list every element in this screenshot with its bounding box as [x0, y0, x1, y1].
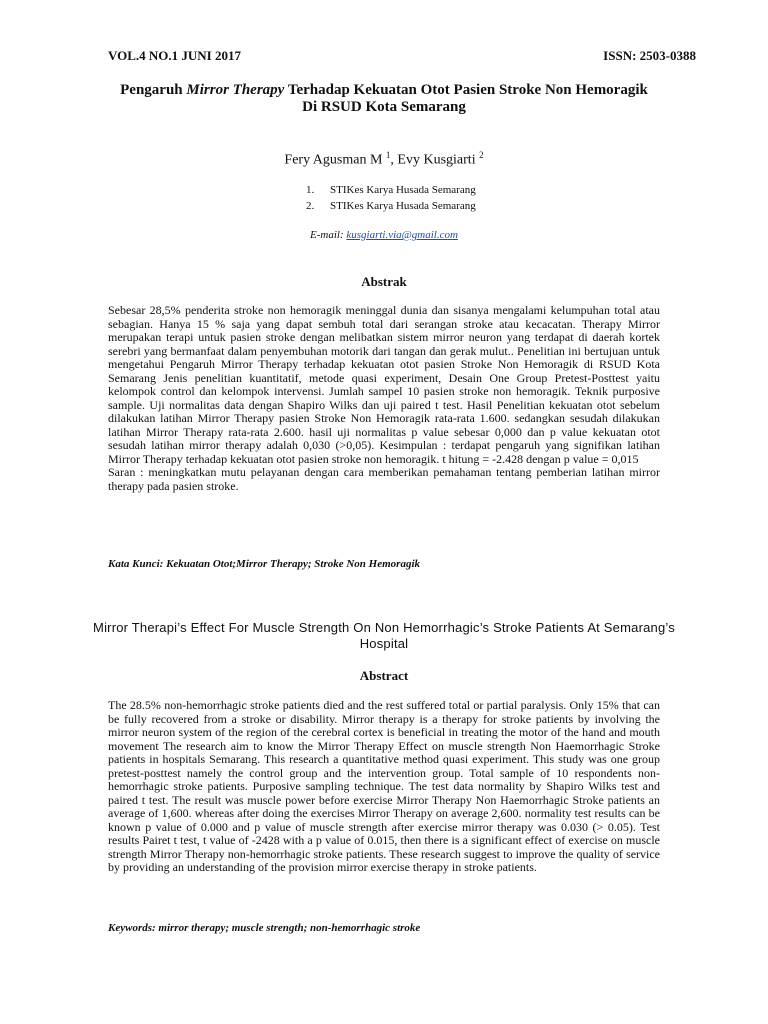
keywords: Keywords: mirror therapy; muscle strength; non-hemorrhagic stroke — [108, 922, 421, 934]
abstrak-heading: Abstrak — [361, 274, 407, 289]
affiliation-item — [306, 182, 476, 198]
contact-email — [310, 229, 458, 241]
title-italic: Mirror Therapy — [186, 82, 285, 98]
abstract-body — [108, 699, 660, 875]
email-link[interactable]: kusgiarti.via@gmail.com — [346, 229, 458, 241]
affiliation-number: 1. — [306, 184, 315, 196]
affiliation-text: STIKes Karya Husada Semarang — [330, 200, 476, 212]
affiliation-list — [306, 182, 476, 214]
journal-issn: ISSN: 2503-0388 — [603, 48, 696, 63]
english-title: Mirror Therapi’s Effect For Muscle Strength On Non Hemorrhagic’s Stroke Patients At Semarang’s Hospital — [93, 620, 675, 651]
page-header — [108, 48, 696, 64]
author-list — [0, 150, 768, 169]
author-1-affil: 1 — [385, 150, 391, 160]
journal-volume: VOL.4 NO.1 JUNI 2017 — [108, 48, 241, 63]
affiliation-text: STIKes Karya Husada Semarang — [330, 184, 476, 196]
affiliation-number: 2. — [306, 200, 315, 212]
abstrak-paragraph: Sebesar 28,5% penderita stroke non hemoragik meninggal dunia dan sisanya mengalami kelumpuhan total atau sebagian. Hanya 15 % saja yang dapat sembuh total dari serangan stroke atau kecacatan. Therapy Mirror merupakan terapi untuk pasien stroke dengan melibatkan sistem mirror neuron yang terdapat di daerah kortek serebri yang bermanfaat dalam penyembuhan motorik dari tangan dan gerak mulut.. Penelitian ini bertujuan untuk mengetahui Pengaruh Mirror Therapy terhadap kekuatan otot pasien Stroke Non Hemoragik di RSUD Kota Semarang Jenis penelitian kuantitatif, metode quasi experiment, Desain One Group Pretest-Posttest yaitu kelompok control dan kelompok intervensi. Jumlah sampel 10 pasien stroke non hemoragik. Teknik purposive sample. Uji normalitas data dengan Shapiro Wilks dan uji paired t test. Hasil Penelitian kekuatan otot sebelum dilakukan latihan Mirror Therapy pasien Stroke Non Hemoragik rata-rata 1.600. sedangkan sesudah dilakukan latihan Mirror Therapy rata-rata 2.600. hasil uji normalitas p value sebesar 0,000 dan p value kekuatan otot sesudah latihan mirror therapy adalah 0,030 (>0,05). Kesimpulan : terdapat pengaruh yang signifikan latihan Mirror Therapy terhadap kekuatan otot pasien stroke non hemoragik. t hitung = -2.428 dengan p value = 0,015 — [108, 303, 660, 466]
title-part2: Terhadap Kekuatan Otot Pasien Stroke Non Hemoragik — [284, 82, 648, 98]
author-separator: , — [390, 152, 398, 168]
abstract-heading: Abstract — [359, 668, 409, 683]
author-2: Evy Kusgiarti — [397, 152, 480, 168]
paper-title — [110, 82, 658, 116]
abstract-paragraph: The 28.5% non-hemorrhagic stroke patients died and the rest suffered total or partial paralysis. Only 15% that can be fully recovered from a stroke or disability. Mirror therapy is a therapy for stroke patients by involving the mirror neuron system of the region of the cerebral cortex is beneficial in treating the motor of the hand and mouth movement The research aim to know the Mirror Therapy Effect on muscle strength Non Haemorrhagic Stroke patients in hospitals Semarang. This research a quantitative method quasi experiment. This study was one group pretest-posttest namely the control group and the intervention group. Total sample of 10 respondents non-hemorrhagic stroke patients. Purposive sampling technique. The test data normality by Shapiro Wilks test and paired t test. The result was muscle power before exercise Mirror Therapy Non Haemorrhagic Stroke patients an average of 1,600. whereas after doing the exercises Mirror Therapy on average 2,600. normality test results can be known p value of 0.000 and p value of muscle strength after exercise mirror therapy was 0.030 (> 0.05). Test results Pairet t test, t value of -2428 with a p value of 0.015, then there is a significant effect of exercise on muscle strength Mirror Therapy non-hemorrhagic stroke patients. These research suggest to improve the quality of service by providing an understanding of the provision mirror exercise therapy in stroke patients. — [108, 698, 660, 874]
title-part1: Pengaruh — [120, 82, 187, 98]
email-label: E-mail: — [310, 229, 347, 241]
abstrak-body — [108, 304, 660, 493]
title-line3: Di RSUD Kota Semarang — [302, 99, 466, 115]
abstrak-saran: Saran : meningkatkan mutu pelayanan dengan cara memberikan pemahaman tentang pemberian latihan mirror therapy pada pasien stroke. — [108, 465, 660, 493]
kata-kunci: Kata Kunci: Kekuatan Otot;Mirror Therapy; Stroke Non Hemoragik — [108, 558, 421, 570]
author-2-affil: 2 — [479, 150, 484, 160]
author-1: Fery Agusman M — [284, 152, 386, 168]
affiliation-item — [306, 198, 476, 214]
